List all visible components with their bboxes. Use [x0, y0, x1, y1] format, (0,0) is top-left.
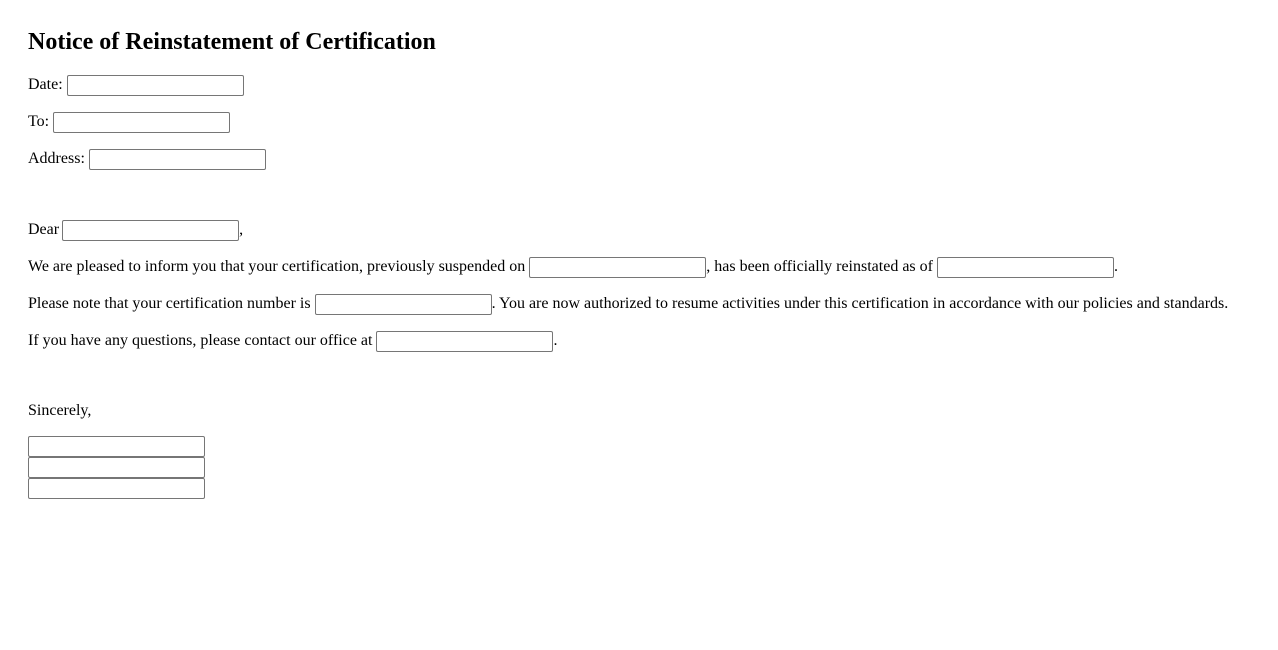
signature-block — [28, 436, 205, 499]
address-label: Address: — [28, 150, 85, 167]
address-field[interactable] — [89, 149, 266, 170]
paragraph2-text-after: . You are now authorized to resume activities under this certification in accordance with our policies and standards. — [491, 295, 1229, 312]
suspended-date-field[interactable] — [529, 257, 706, 278]
dear-label: Dear — [28, 221, 60, 238]
paragraph1-text-before: We are pleased to inform you that your certification, previously suspended on — [28, 258, 526, 275]
reinstated-date-field[interactable] — [937, 257, 1114, 278]
to-row — [28, 111, 230, 133]
to-field[interactable] — [53, 112, 230, 133]
salutation-row — [28, 219, 243, 241]
address-row — [28, 148, 266, 170]
paragraph-contact — [28, 330, 557, 352]
recipient-name-field[interactable] — [62, 220, 239, 241]
contact-field[interactable] — [376, 331, 553, 352]
certification-number-field[interactable] — [315, 294, 492, 315]
salutation-comma: , — [239, 221, 244, 238]
to-label: To: — [28, 113, 50, 130]
date-row — [28, 74, 244, 96]
signature-line-2-field[interactable] — [28, 457, 205, 478]
paragraph-suspension — [28, 256, 1118, 278]
paragraph1-text-middle: , has been officially reinstated as of — [706, 258, 933, 275]
signature-line-1-field[interactable] — [28, 436, 205, 457]
page-title: Notice of Reinstatement of Certification — [28, 29, 436, 55]
paragraph2-text-before: Please note that your certification number is — [28, 295, 311, 312]
paragraph3-text-end: . — [553, 332, 558, 349]
date-label: Date: — [28, 76, 63, 93]
paragraph1-text-end: . — [1113, 258, 1118, 275]
closing-row — [28, 400, 91, 422]
date-field[interactable] — [67, 75, 244, 96]
paragraph3-text-before: If you have any questions, please contact our office at — [28, 332, 373, 349]
closing-label: Sincerely, — [28, 402, 92, 419]
paragraph-cert-number — [28, 293, 1228, 315]
signature-line-3-field[interactable] — [28, 478, 205, 499]
